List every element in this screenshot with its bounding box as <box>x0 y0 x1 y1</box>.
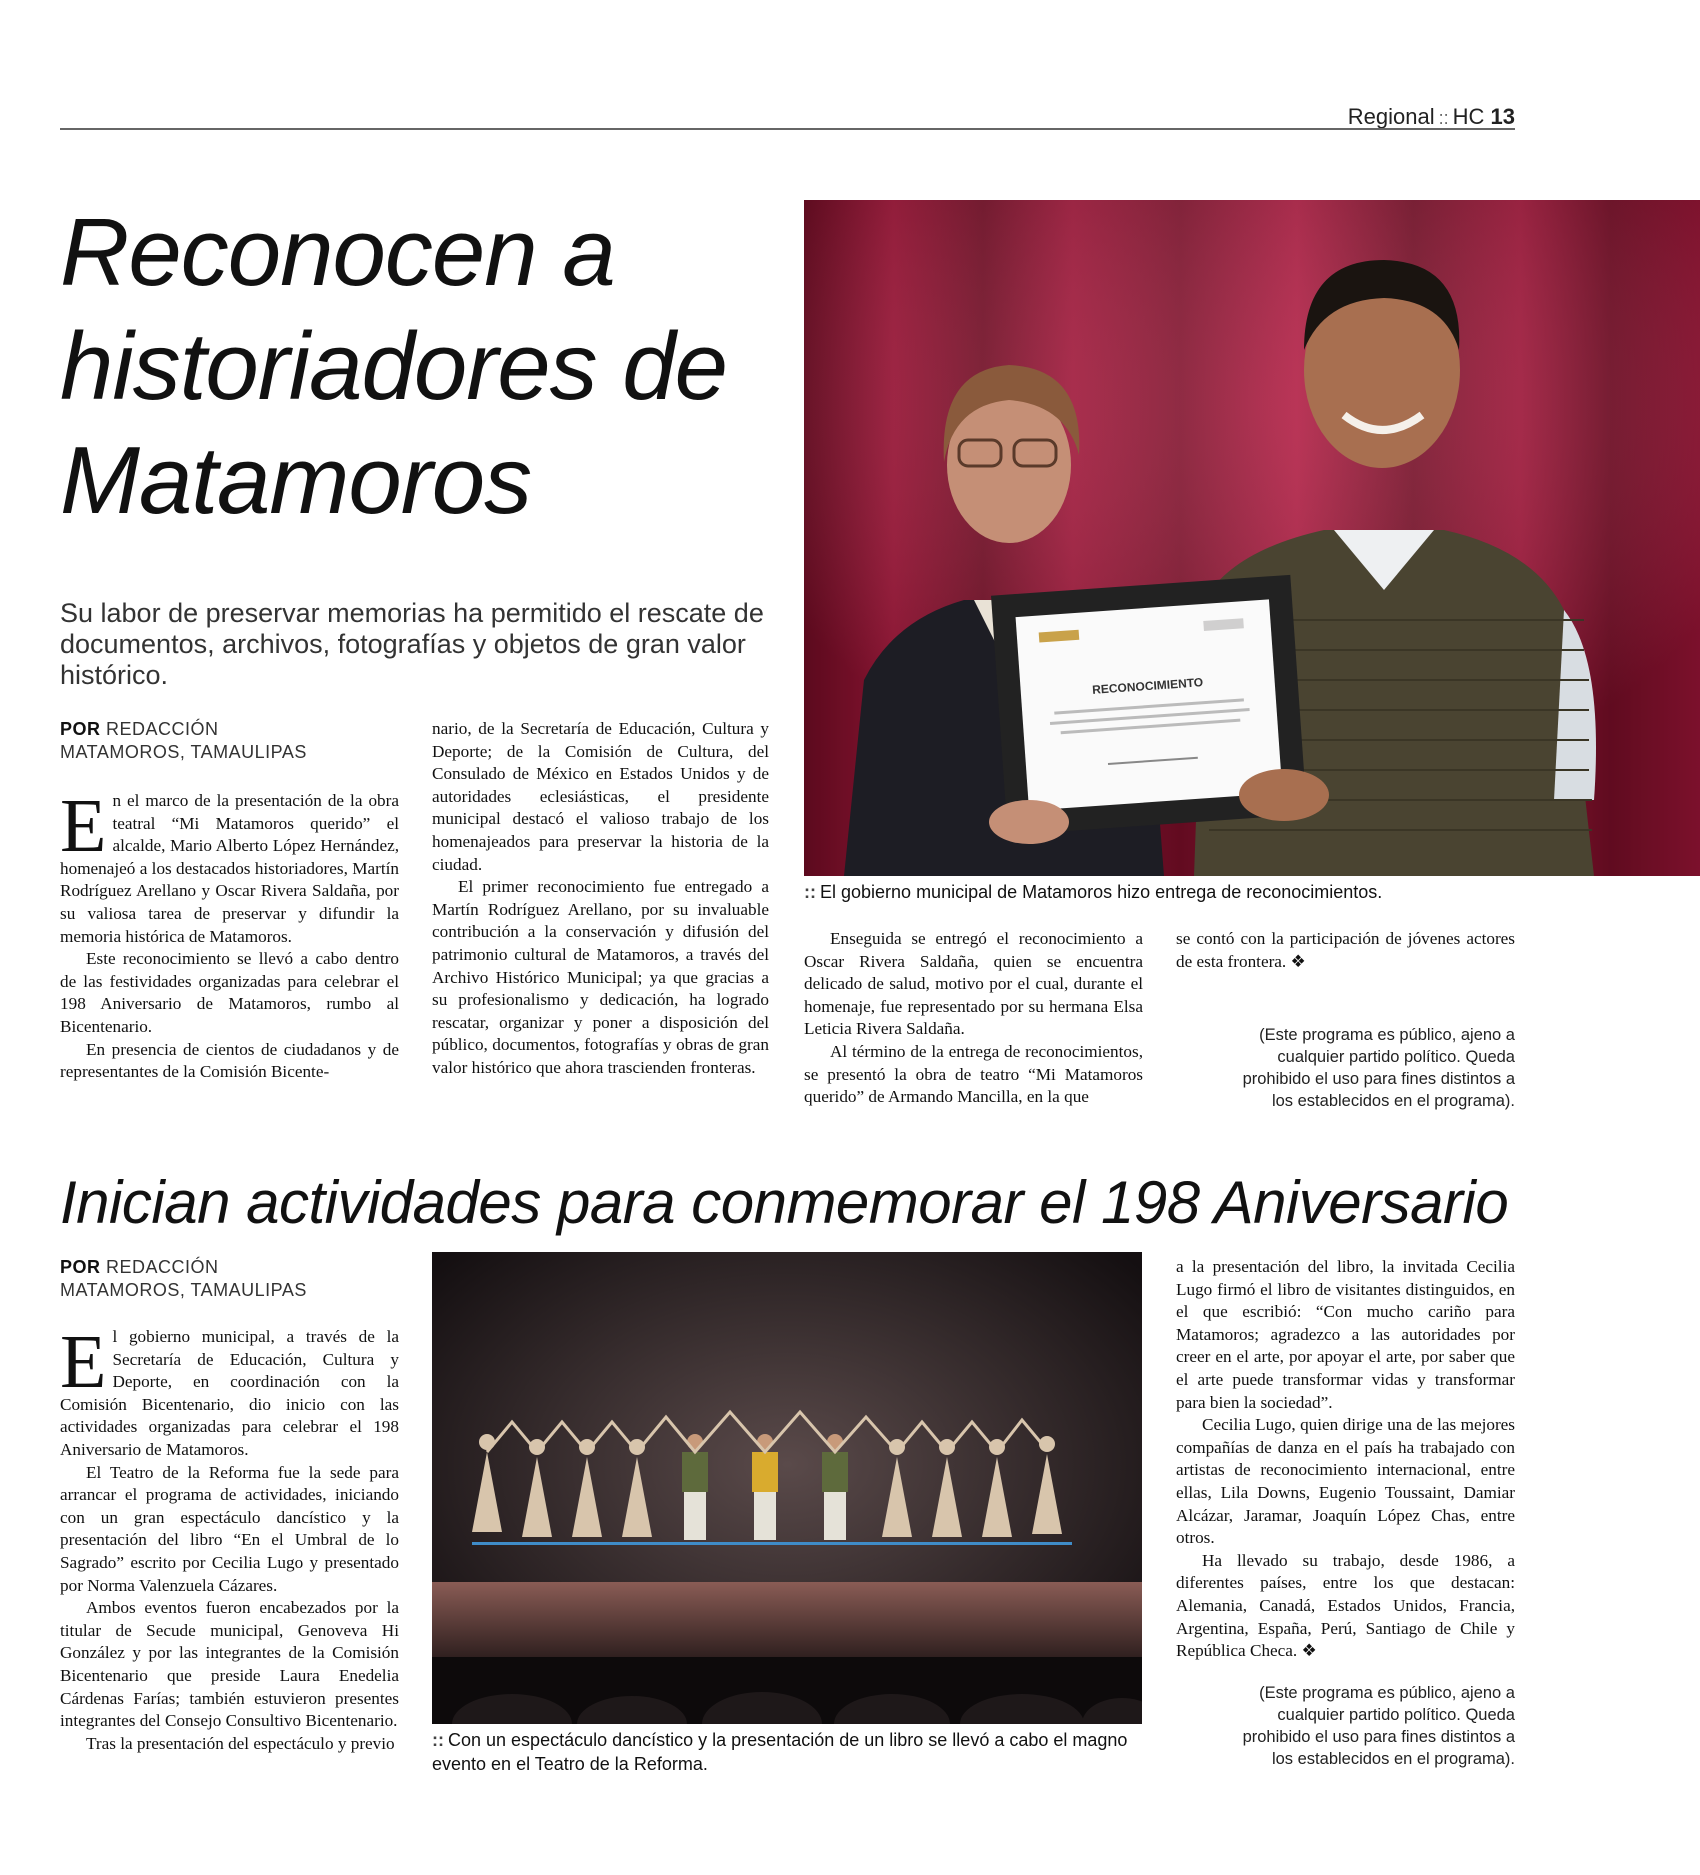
byline-author: REDACCIÓN <box>106 1257 219 1277</box>
paper-name: HC <box>1452 104 1485 129</box>
byline-location: MATAMOROS, TAMAULIPAS <box>60 1280 307 1300</box>
paragraph: En presencia de cientos de ciudadanos y de representantes de la Comisión Bicente- <box>60 1039 399 1082</box>
certificate-title: RECONOCIMIENTO <box>1091 675 1204 697</box>
header-rule <box>60 128 1515 130</box>
paragraph: El Teatro de la Reforma fue la sede para arrancar el programa de actividades, iniciando con un gran espectáculo dancístico y la presentación del libro “En el Umbral de lo Sagrado” escrito por Cecilia Lugo y presentado por Norma Valenzuela Cázares. <box>60 1462 399 1595</box>
paragraph: Al término de la entrega de reconocimientos, se presentó la obra de teatro “Mi Matamoros querido” de Armando Mancilla, en la que <box>804 1041 1143 1107</box>
dance-performance-illustration <box>432 1252 1142 1724</box>
article1-column-3 <box>804 928 1143 1109</box>
caption-text: El gobierno municipal de Matamoros hizo entrega de reconocimientos. <box>820 882 1383 902</box>
byline-por: POR <box>60 1257 101 1277</box>
article2-column-1 <box>60 1320 399 1755</box>
paragraph: nario, de la Secretaría de Educación, Cultura y Deporte; de la Comisión de Cultura, del Consulado de México en Estados Unidos y de autoridades eclesiásticas, el presidente municipal destacó el valioso trabajo de los homenajeados para preservar la historia de la ciudad. <box>432 719 769 874</box>
dance-performance-photo <box>432 1252 1142 1724</box>
paragraph: n el marco de la presentación de la obra teatral “Mi Matamoros querido” el alcalde, Mario Alberto López Hernández, homenajeó a los destacados historiadores, Martín Rodríguez Arellano y Oscar Rivera Saldaña, por su valiosa tarea de preservar y difundir la memoria histórica de Matamoros. <box>60 791 399 946</box>
article1-column-4 <box>1176 928 1515 973</box>
caption-text: Con un espectáculo dancístico y la presentación de un libro se llevó a cabo el magno evento en el Teatro de la Reforma. <box>432 1730 1128 1774</box>
paragraph: Cecilia Lugo, quien dirige una de las mejores compañías de danza en el país ha trabajado con artistas de reconocimiento internacional, entre ellas, Lila Downs, Eugenio Toussaint, Damiar Alcázar, Jaramar, Joaquín López Chas, entre otros. <box>1176 1415 1515 1548</box>
paragraph: El primer reconocimiento fue entregado a Martín Rodríguez Arellano, por su invaluable contribución a la conservación y difusión del patrimonio cultural de Matamoros, a través del Archivo Histórico Municipal; ya que gracias a su profesionalismo y dedicación, ha logrado rescatar, organizar y poner a disposición del público, documentos, fotografías y obras de gran valor histórico que ahora trascienden fronteras. <box>432 877 769 1077</box>
article1-byline <box>60 718 420 764</box>
article2-byline <box>60 1256 420 1302</box>
page-number: 13 <box>1490 104 1515 129</box>
article2-photo-caption <box>432 1728 1142 1776</box>
article1-subhead: Su labor de preservar memorias ha permitido el rescate de documentos, archivos, fotografías y objetos de gran valor histórico. <box>60 598 764 690</box>
byline-por: POR <box>60 719 101 739</box>
drop-cap: E <box>60 1320 107 1404</box>
paragraph: Enseguida se entregó el reconocimiento a Oscar Rivera Saldaña, quien se encuentra delicado de salud, motivo por el cual, durante el homenaje, fue representado por su hermana Elsa Leticia Rivera Saldaña. <box>804 929 1143 1039</box>
section-name: Regional <box>1347 104 1435 129</box>
page-section-label <box>1348 104 1515 130</box>
article1-headline: Reconocen a historiadores de Matamoros <box>60 199 728 534</box>
paragraph: se contó con la participación de jóvenes actores de esta frontera. ❖ <box>1176 929 1515 971</box>
article2-headline: Inician actividades para conmemorar el 198 Aniversario <box>60 1169 1509 1236</box>
section-separator: :: <box>1438 108 1449 128</box>
paragraph: Ha llevado su trabajo, desde 1986, a diferentes países, entre los que destacan: Alemania, Canadá, Estados Unidos, Francia, Argentina, España, Perú, Santiago de Chile y República Checa. ❖ <box>1176 1550 1515 1661</box>
article1-disclaimer: (Este programa es público, ajeno a cualquier partido político. Queda prohibido el uso para fines distintos a los establecidos en el programa). <box>1242 1026 1515 1110</box>
award-ceremony-illustration <box>804 200 1700 876</box>
award-ceremony-photo <box>804 200 1700 876</box>
caption-marker: :: <box>804 882 816 902</box>
paragraph: Tras la presentación del espectáculo y previo <box>86 1733 395 1753</box>
article2-disclaimer: (Este programa es público, ajeno a cualquier partido político. Queda prohibido el uso para fines distintos a los establecidos en el programa). <box>1242 1684 1515 1768</box>
drop-cap: E <box>60 784 107 868</box>
paragraph: Ambos eventos fueron encabezados por la titular de Secude municipal, Genoveva Hi González y por las integrantes de la Comisión Bicentenario que preside Laura Enedelia Cárdenas Farías; también estuvieron presentes integrantes del Consejo Consultivo Bicentenario. <box>60 1598 399 1731</box>
paragraph: l gobierno municipal, a través de la Secretaría de Educación, Cultura y Deporte, en coordinación con la Comisión Bicentenario, dio inicio con las actividades organizadas para celebrar el 198 Aniversario de Matamoros. <box>60 1327 399 1459</box>
article1-photo-caption <box>804 880 1700 904</box>
byline-location: MATAMOROS, TAMAULIPAS <box>60 742 307 762</box>
paragraph: Este reconocimiento se llevó a cabo dentro de las festividades organizadas para celebrar el 198 Aniversario de Matamoros, rumbo al Bicentenario. <box>60 949 399 1036</box>
byline-author: REDACCIÓN <box>106 719 219 739</box>
article2-column-3 <box>1176 1256 1515 1663</box>
caption-marker: :: <box>432 1730 444 1750</box>
paragraph: a la presentación del libro, la invitada Cecilia Lugo firmó el libro de visitantes distinguidos, en el que escribió: “Con mucho cariño para Matamoros; agradezco a las autoridades por creer en el arte, por apoyar el arte, por saber que el arte puede transformar vidas y transformar para bien la sociedad”. <box>1176 1257 1515 1412</box>
article1-column-2 <box>432 718 769 1080</box>
article1-column-1 <box>60 784 399 1084</box>
